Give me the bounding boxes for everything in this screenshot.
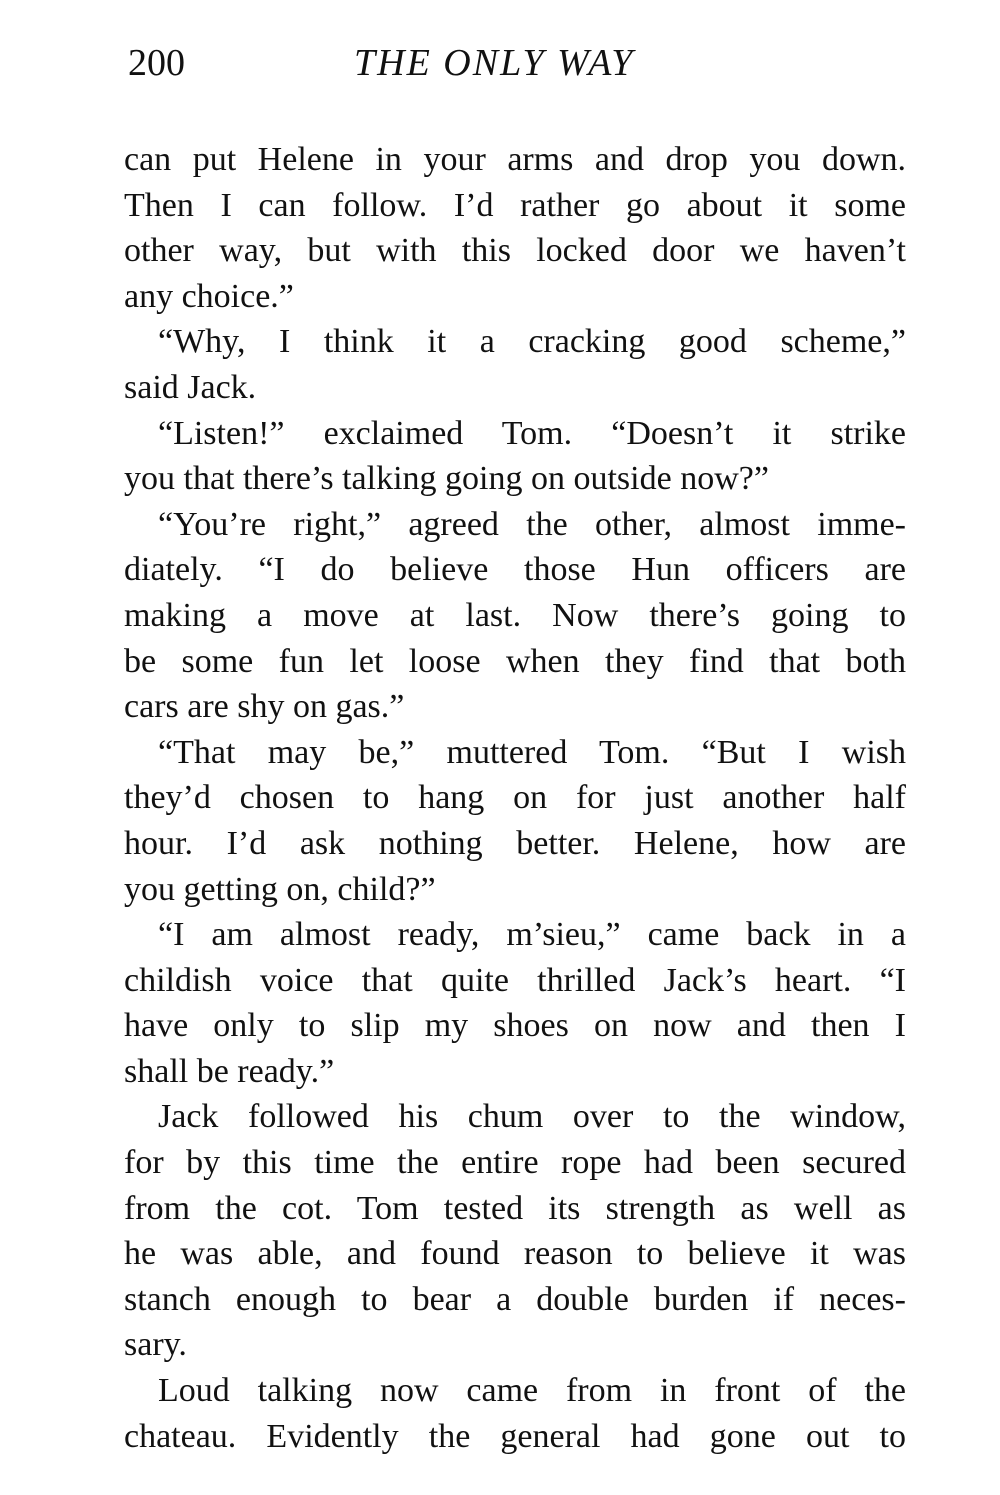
page-number: 200: [128, 42, 185, 84]
text-line: from the cot. Tom tested its strength as well as: [124, 1189, 906, 1227]
text-line: shall be ready.”: [124, 1052, 335, 1090]
text-line: “You’re right,” agreed the other, almost imme-: [158, 505, 906, 543]
text-line: be some fun let loose when they find that both: [124, 642, 906, 680]
text-line: Jack followed his chum over to the window,: [158, 1098, 906, 1136]
running-title: THE ONLY WAY: [354, 42, 635, 84]
text-line: he was able, and found reason to believe it was: [124, 1235, 906, 1273]
text-line: you that there’s talking going on outside now?”: [124, 460, 769, 498]
text-line: for by this time the entire rope had been secured: [124, 1144, 906, 1182]
text-line: have only to slip my shoes on now and then I: [124, 1007, 906, 1045]
text-line: you getting on, child?”: [124, 870, 436, 908]
text-line: stanch enough to bear a double burden if neces-: [124, 1280, 906, 1318]
text-line: said Jack.: [124, 368, 257, 406]
text-line: hour. I’d ask nothing better. Helene, how are: [124, 824, 906, 862]
text-line: “I am almost ready, m’sieu,” came back in a: [158, 916, 906, 954]
text-line: cars are shy on gas.”: [124, 688, 405, 726]
text-line: “Listen!” exclaimed Tom. “Doesn’t it strike: [158, 414, 906, 452]
text-line: Loud talking now came from in front of the: [158, 1372, 906, 1410]
text-line: can put Helene in your arms and drop you down.: [124, 141, 906, 178]
text-line: “That may be,” muttered Tom. “But I wish: [158, 733, 906, 771]
text-line: making a move at last. Now there’s going to: [124, 596, 906, 634]
text-line: any choice.”: [124, 277, 294, 315]
text-line: chateau. Evidently the general had gone out to: [124, 1417, 906, 1455]
text-line: Then I can follow. I’d rather go about it some: [124, 186, 906, 224]
text-line: childish voice that quite thrilled Jack’s heart. “I: [124, 961, 906, 999]
body-text: [124, 137, 906, 1459]
text-line: sary.: [124, 1326, 187, 1364]
text-line: they’d chosen to hang on for just another half: [124, 779, 906, 817]
text-line: “Why, I think it a cracking good scheme,”: [158, 323, 906, 361]
text-line: other way, but with this locked door we haven’t: [124, 232, 906, 270]
running-head: [128, 38, 908, 88]
text-line: diately. “I do believe those Hun officers are: [124, 551, 906, 589]
